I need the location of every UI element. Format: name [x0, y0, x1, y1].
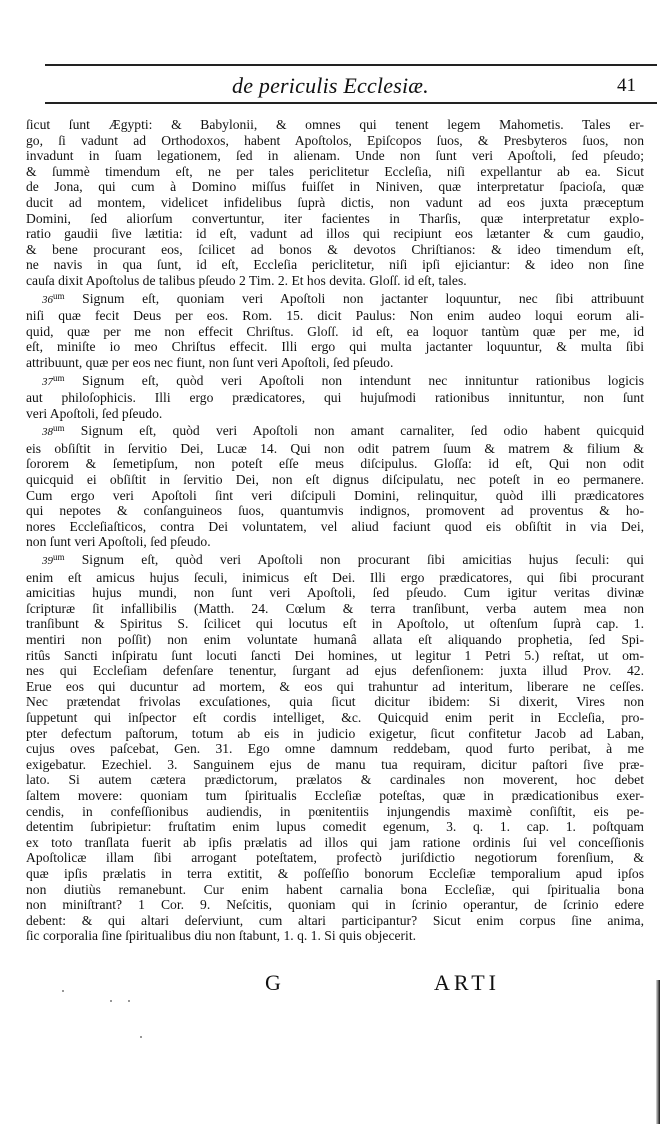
catchword: ARTI [434, 970, 501, 995]
text-line: & ſummè timendum eſt, ne per tales periclitetur Eccleſia, niſi expellantur ab ea. Sicut [26, 163, 644, 179]
text-line: non ſunt veri Apoſtoli, ſed pſeudo. [26, 534, 211, 550]
text-line [26, 550, 644, 570]
header-rule-top [45, 64, 657, 66]
text-line: invadunt in ſuam legationem, ſed in alienam. Unde non ſunt veri Apoſtoli, ſed pſeudo; [26, 148, 644, 164]
paragraph-signum-38 [26, 421, 644, 550]
text-line: amicitias hujus mundi, non ſunt veri Apoſtoli, ſed pſeudo. Cum igitur veritas divinæ [26, 585, 644, 601]
ordinal-suffix: um [53, 290, 65, 301]
signum-number: 39 [42, 555, 53, 568]
text-line [26, 289, 644, 309]
scan-speck [62, 990, 64, 992]
text-line: ducit ad montem, videlicet infidelibus ſuprà dictis, non vadunt ad eos juxta præceptum [26, 194, 644, 210]
text-line: go, ſi vadunt ad Orthodoxos, habent Apoſtolos, Epiſcopos ſuos, & Presbyteros ſuos, non [26, 132, 644, 148]
ordinal-suffix: um [53, 552, 65, 563]
text-line: ſcripturæ ſit infallibilis (Matth. 24. Cœlum & terra tranſibunt, verba autem mea non [26, 600, 644, 616]
text-line: enim eſt amicus hujus ſeculi, inimicus eſt Dei. Illi ergo prædicatores, qui ſibi procurant [26, 569, 644, 585]
body-text [26, 117, 644, 944]
text-line: ſic corporalia ſine ſpiritualibus diu non ſtabunt, 1. q. 1. Si quis objecerit. [26, 928, 416, 944]
text-line: aut philoſophicis. Illi ergo prædicatores, qui hujuſmodi rationibus innituntur, non ſunt [26, 390, 644, 406]
text-line: de Jona, qui cum à Domino miſſus fuiſſet in Niniven, quæ interpretatur ſpacioſa, quæ [26, 179, 644, 195]
text-line: exigebatur. Ezechiel. 3. Sanguinem ejus de manu tua requiram, dicitur paſtori ſive præ- [26, 756, 644, 772]
text-line: eis obſiſtit in ſervitio Dei, Lucæ 14. Qui non odit patrem ſuum & matrem & filium & [26, 440, 644, 456]
paragraph-signum-37 [26, 371, 644, 422]
text-line: cujus oves paſcebat, Gen. 31. Ego omne damnum reddebam, quod furto peribat, à me [26, 741, 644, 757]
text-line: ſororem & ſemetipſum, non poteſt eſſe meus diſcipulus. Gloſſa: id eſt, Qui non odit [26, 456, 644, 472]
text-line: nores Eccleſiaſticos, contra Dei voluntatem, vel aliud faciunt quod eis obſiſtit in via Dei, [26, 518, 644, 534]
text-line [26, 371, 644, 391]
text-line: veri Apoſtoli, ſed pſeudo. [26, 405, 163, 421]
line-text: Signum eſt, quoniam veri Apoſtoli non jactanter loquuntur, nec ſibi attribuunt [64, 290, 644, 306]
text-line: ratio gaudii ſive lætitia: id eſt, vadunt ad illos qui recipiunt eos lætanter & cum gaudio, [26, 226, 644, 242]
text-line: nes qui Eccleſiam defenſare tenentur, ſurgant ad ejus defenſionem: juxta illud Prov. 42. [26, 663, 644, 679]
page-edge-shadow [656, 980, 660, 1124]
text-line: Domini, ſed aliorſum convertuntur, iter facientes in Tharſis, quæ interpretatur explo- [26, 210, 644, 226]
text-line: & bene procurant eos, ſcilicet ad bonos & devotos Chriſtianos: & ideo timendum eſt, [26, 241, 644, 257]
text-line: ex toto tranſlata fuerit ab ipſis prælatis ad illos qui jam ratione ordinis ſui vel conceſſionis [26, 834, 644, 850]
text-line: ſicut ſunt Ægypti: & Babylonii, & omnes qui tenent legem Mahometis. Tales er- [26, 117, 644, 132]
text-line: Apoſtolicæ illam ſibi arrogant poteſtatem, profectò juriſdictio negotiorum forenſium, & [26, 850, 644, 866]
running-title: de periculis Ecclesiæ. [232, 73, 429, 98]
text-line: Cum ergo veri Apoſtoli ſint veri diſcipuli Domini, relinquitur, quòd illi prædicatores [26, 487, 644, 503]
text-line: ſuppetunt qui inſpector eſt cordis intelliget, &c. Quicquid enim perit in Eccleſia, pro- [26, 709, 644, 725]
scan-speck [128, 1000, 130, 1002]
paragraph-intro [26, 117, 644, 289]
text-line: cendis, in confeſſionibus audiendis, in pœnitentiis injungendis maximè conſiſtit, eis pe- [26, 803, 644, 819]
text-line: quæ ipſis prælatis in terra extitit, & poſſeſſio bonorum Eccleſiæ temporalium apud ipſos [26, 865, 644, 881]
text-line [26, 421, 644, 441]
text-line: Erue eos qui ducuntur ad mortem, & eos qui trahuntur ad interitum, liberare ne ceſſes. [26, 678, 644, 694]
text-line: lato. Si autem cætera prædictorum, prælatos & cardinales non moverent, hoc debet [26, 772, 644, 788]
text-line: cauſa dixit Apoſtolus de talibus pſeudo 2 Tim. 2. Et hos devita. Gloſſ. id eſt, tales. [26, 272, 467, 288]
text-line: niſi quæ fecit Deus per eos. Rom. 15. dicit Paulus: Non enim audeo loqui eorum ali- [26, 308, 644, 324]
text-line: eſt, miniſte io meo Chriſtus effecit. Illi ergo qui multa jactanter loquuntur, & multa ſibi [26, 339, 644, 355]
scan-speck [140, 1036, 142, 1038]
text-line: non diutiùs remanebunt. Cur enim habent carnalia bona Eccleſiæ, qui ſpiritualia bona [26, 881, 644, 897]
text-line: ſaltem movere: quoniam tum ſpiritualis Eccleſiæ poteſtas, quæ in prædicationibus exer- [26, 787, 644, 803]
page-number: 41 [617, 75, 636, 96]
signum-number: 38 [42, 426, 53, 439]
signum-number: 37 [42, 375, 53, 388]
paragraph-signum-39 [26, 550, 644, 944]
text-line: attribuunt, quæ per eos nec fiunt, non ſunt veri Apoſtoli, ſed pſeudo. [26, 354, 394, 370]
ordinal-suffix: um [53, 372, 65, 383]
text-line: mentiri non poſſit) non enim voluntate humanâ allata eſt aliquando prophetia, ſed Spi- [26, 632, 644, 647]
text-line: non miniſtrant? 1 Cor. 9. Neſcitis, quoniam qui in ſcrinio operantur, de ſcrinio edere [26, 897, 644, 913]
line-text: Signum eſt, quòd veri Apoſtoli non amant carnaliter, ſed odio habent quicquid [64, 423, 644, 439]
text-line: pter defectum paſtorum, totum ab eis in judicio exigetur, ſicut confitetur Jacob ad Laban, [26, 725, 644, 741]
header-rule-bottom [45, 102, 657, 104]
text-line: qui nepotes & conſanguineos ſuos, quantumvis indignos, promovent ad proventus & ho- [26, 503, 644, 519]
text-line: ne navis in qua ſunt, id eſt, Eccleſia periclitetur, niſi ipſi ejiciantur: & ideo non ſine [26, 257, 644, 273]
text-line: quicquid ei obſiſtit in ſervitio Dei, non eſt dignus diſcipulatu, nec poteſt in eo permanere. [26, 472, 644, 488]
line-text: Signum eſt, quòd veri Apoſtoli non procurant ſibi amicitias hujus ſeculi: qui [64, 552, 644, 568]
ordinal-suffix: um [53, 423, 65, 434]
text-line: tranſibunt & Spiritus S. ſcilicet qui locutus eſt in Apoſtolo, ut oſtenſum ſuprà cap. 1. [26, 616, 644, 632]
signature-mark: G [265, 970, 281, 995]
text-line: ritûs Sancti inſpiratu ſunt locuti ſancti Dei homines, ut legitur 1 Petri 5.) reſtat, ut om- [26, 647, 644, 663]
text-line: detentim ſubripietur: fruſtatim enim lupus comedit egenum, 3. q. 1. cap. 1. poſtquam [26, 819, 644, 835]
signum-number: 36 [42, 293, 53, 306]
text-line: debent: & qui altari deſerviunt, cum altari participantur? Sicut enim corpus ſine anima, [26, 912, 644, 928]
line-text: Signum eſt, quòd veri Apoſtoli non intendunt nec innituntur rationibus logicis [64, 372, 644, 388]
scan-speck [110, 1000, 112, 1002]
text-line: Nec prætendat frivolas excuſationes, quia ſicut dicitur ibidem: Si dixerit, Vires non [26, 694, 644, 710]
text-line: quid, quæ per me non effecit Chriſtus. Gloſſ. id eſt, ea loquor tantùm quæ per me, id [26, 323, 644, 339]
paragraph-signum-36 [26, 289, 644, 371]
